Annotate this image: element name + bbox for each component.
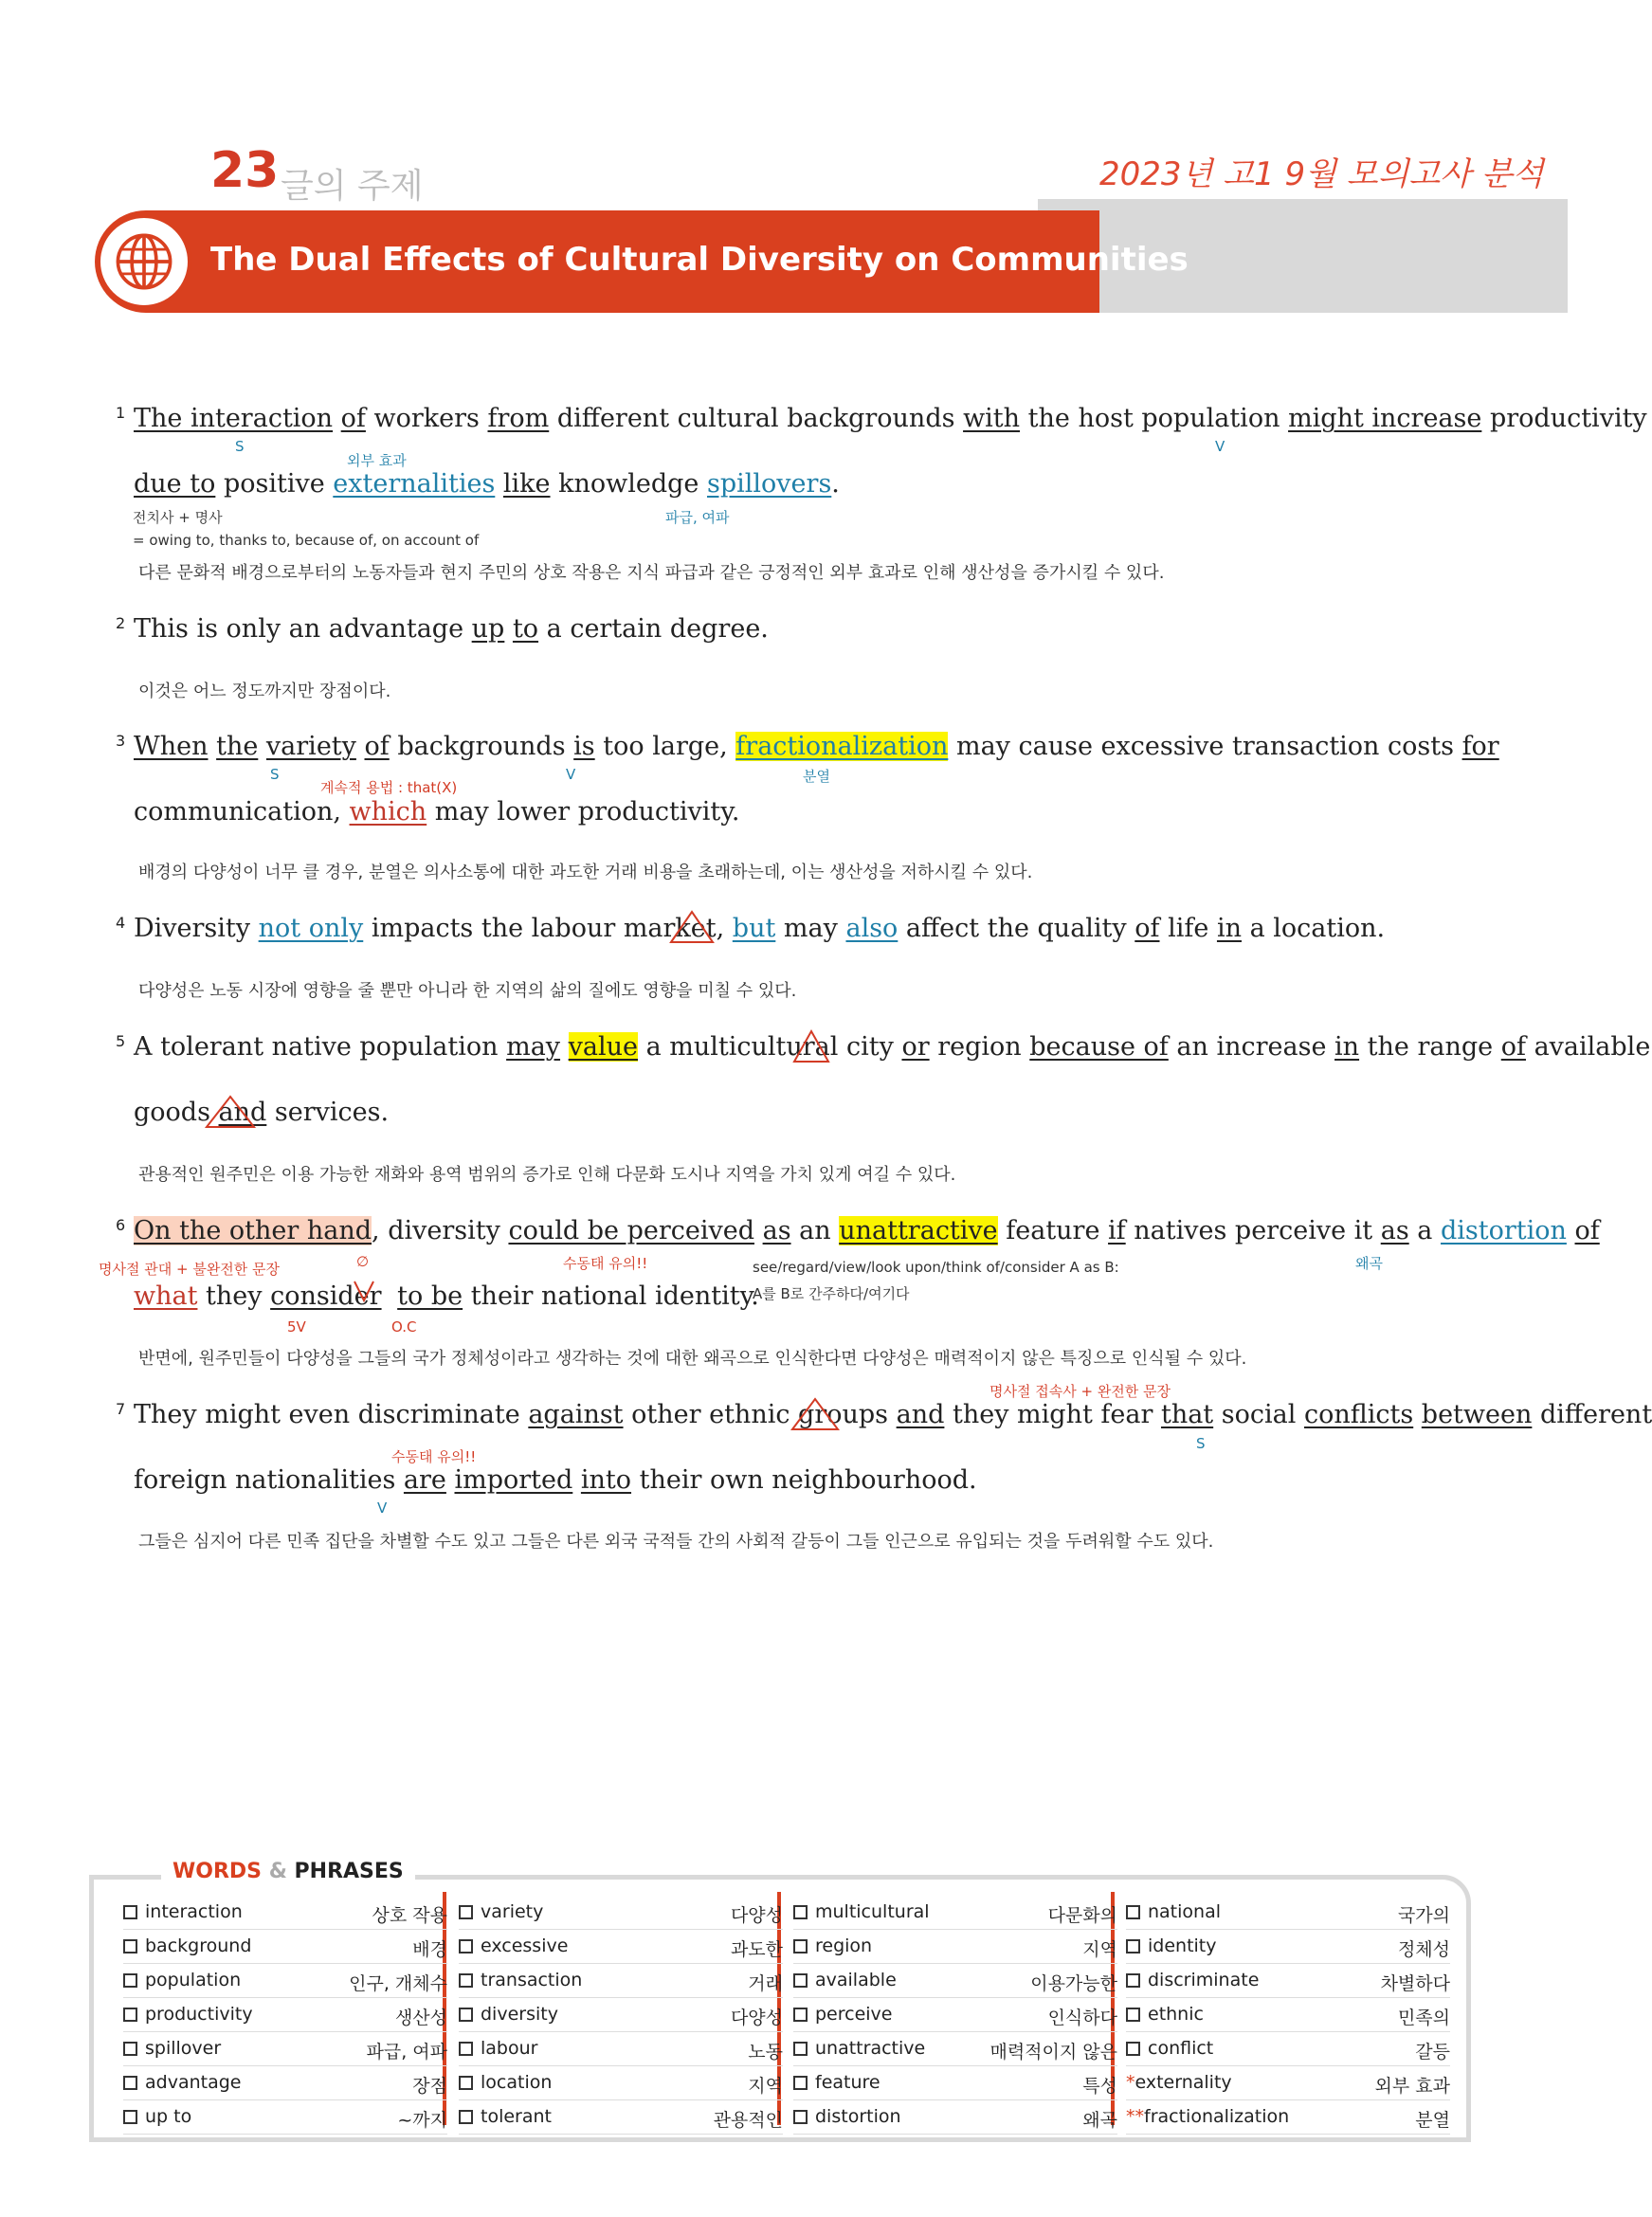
annotation-verb: V bbox=[377, 1499, 388, 1517]
word-english: transaction bbox=[459, 1970, 582, 1990]
word-item bbox=[793, 2032, 1117, 2066]
checkbox-icon[interactable] bbox=[459, 2008, 473, 2022]
sentence-2: 2 This is only an advantage up to a certain degree. bbox=[134, 613, 769, 645]
word-korean: 갈등 bbox=[1415, 2042, 1450, 2063]
word-korean: 관용적인 bbox=[713, 2110, 783, 2131]
word-english: excessive bbox=[459, 1935, 568, 1956]
sentence-number: 4 bbox=[116, 914, 126, 932]
annotation-subject: S bbox=[270, 766, 280, 783]
word-item bbox=[1126, 1998, 1450, 2032]
word-item bbox=[1126, 2100, 1450, 2135]
word-korean: 지역 bbox=[1082, 1939, 1117, 1960]
sentence-7-line-1: 7 They might even discriminate against other ethnic groups and they might fear that social conflicts between different bbox=[134, 1399, 1652, 1431]
word-item bbox=[123, 1930, 447, 1964]
checkbox-icon[interactable] bbox=[459, 1939, 473, 1954]
sentence-number: 5 bbox=[116, 1032, 126, 1050]
word-item bbox=[459, 2066, 783, 2100]
sentence-number: 7 bbox=[116, 1400, 126, 1418]
sentence-5-line-1: 5 A tolerant native population may value a multicultural city or region because of an increase in the range of available bbox=[134, 1031, 1650, 1063]
annotation-5v: 5V bbox=[287, 1318, 306, 1336]
word-korean: 특성 bbox=[1082, 2076, 1117, 2097]
word-english: multicultural bbox=[793, 1901, 930, 1922]
sentence-number: 2 bbox=[116, 614, 126, 632]
word-english: distortion bbox=[793, 2106, 901, 2127]
triangle-mark bbox=[669, 910, 715, 944]
sentence-number: 6 bbox=[116, 1216, 126, 1234]
sentence-1-translation: 다른 문화적 배경으로부터의 노동자들과 현지 주민의 상호 작용은 지식 파급과 같은 긍정적인 외부 효과로 인해 생산성을 증가시킬 수 있다. bbox=[138, 563, 1165, 583]
word-korean: ~까지 bbox=[397, 2110, 447, 2131]
word-korean: 배경 bbox=[412, 1939, 447, 1960]
word-item bbox=[793, 1998, 1117, 2032]
annotation-which: 계속적 용법 : that(X) bbox=[320, 779, 458, 796]
word-english: spillover bbox=[123, 2038, 221, 2059]
word-item bbox=[793, 2100, 1117, 2135]
checkbox-icon[interactable] bbox=[793, 1905, 808, 1919]
annotation-verb: V bbox=[566, 766, 576, 783]
word-column-1 bbox=[123, 1896, 447, 2135]
annotation-due-to: 전치사 + 명사 bbox=[133, 509, 223, 526]
annotation-verb: V bbox=[1215, 438, 1225, 455]
word-column-2 bbox=[459, 1896, 783, 2135]
word-korean: 민족의 bbox=[1397, 2008, 1450, 2028]
checkbox-icon[interactable] bbox=[123, 1939, 137, 1954]
word-english: feature bbox=[793, 2072, 880, 2093]
word-item bbox=[459, 2032, 783, 2066]
topic-label: 글의 주제 bbox=[281, 167, 424, 206]
word-english: **fractionalization bbox=[1126, 2106, 1290, 2127]
checkbox-icon[interactable] bbox=[793, 2076, 808, 2090]
word-item bbox=[1126, 1930, 1450, 1964]
word-english: *externality bbox=[1126, 2072, 1232, 2093]
annotation-see-as: see/regard/view/look upon/think of/consider A as B: bbox=[753, 1259, 1119, 1276]
word-korean: 지역 bbox=[748, 2076, 783, 2097]
checkbox-icon[interactable] bbox=[793, 2008, 808, 2022]
annotation-externalities: 외부 효과 bbox=[347, 452, 407, 469]
word-english: variety bbox=[459, 1901, 543, 1922]
word-english: available bbox=[793, 1970, 897, 1990]
insert-mark bbox=[353, 1280, 375, 1304]
word-item bbox=[123, 2032, 447, 2066]
sentence-5-line-2: goods and services. bbox=[134, 1098, 390, 1127]
word-item bbox=[459, 1964, 783, 1998]
word-english: region bbox=[793, 1935, 872, 1956]
word-english: unattractive bbox=[793, 2038, 925, 2059]
word-korean: 다문화의 bbox=[1047, 1905, 1117, 1926]
word-item bbox=[459, 1998, 783, 2032]
sentence-6-line-1: 6 On the other hand, diversity could be perceived as an unattractive feature if natives perceive it as a distortion of bbox=[134, 1215, 1600, 1247]
sentence-3-translation: 배경의 다양성이 너무 클 경우, 분열은 의사소통에 대한 과도한 거래 비용을 초래하는데, 이는 생산성을 저하시킬 수 있다. bbox=[138, 863, 1033, 882]
annotation-oc: O.C bbox=[391, 1318, 417, 1336]
annotation-distortion: 왜곡 bbox=[1355, 1255, 1383, 1272]
sentence-1-line-1: 1 The interaction of workers from different cultural backgrounds with the host population might increase productivity bbox=[134, 403, 1647, 435]
sentence-1-line-2: due to positive externalities like knowledge spillovers. bbox=[134, 469, 840, 499]
word-item bbox=[123, 1964, 447, 1998]
annotation-passive: 수동태 유의!! bbox=[563, 1255, 648, 1272]
word-english: interaction bbox=[123, 1901, 243, 1922]
word-english: ethnic bbox=[1126, 2004, 1204, 2025]
word-item bbox=[459, 2100, 783, 2135]
checkbox-icon[interactable] bbox=[123, 2110, 137, 2124]
checkbox-icon[interactable] bbox=[1126, 2008, 1140, 2022]
words-phrases-title: WORDS & PHRASES bbox=[161, 1860, 415, 1883]
word-item bbox=[1126, 1964, 1450, 1998]
checkbox-icon[interactable] bbox=[1126, 1973, 1140, 1988]
sentence-3-line-1: 3 When the variety of backgrounds is too large, fractionalization may cause excessive transaction costs for bbox=[134, 731, 1499, 763]
word-item bbox=[793, 1930, 1117, 1964]
exam-note: 2023년 고1 9월 모의고사 분석 bbox=[1099, 155, 1544, 193]
word-korean: 정체성 bbox=[1397, 1939, 1450, 1960]
annotation-passive: 수동태 유의!! bbox=[391, 1448, 477, 1465]
sentence-7-translation: 그들은 심지어 다른 민족 집단을 차별할 수도 있고 그들은 다른 외국 국적들 간의 사회적 갈등이 그들 인근으로 유입되는 것을 두려워할 수도 있다. bbox=[138, 1532, 1214, 1552]
word-column-3 bbox=[793, 1896, 1117, 2135]
word-korean: 장점 bbox=[412, 2076, 447, 2097]
sentence-5-translation: 관용적인 원주민은 이용 가능한 재화와 용역 범위의 증가로 인해 다문화 도시나 지역을 가치 있게 여길 수 있다. bbox=[138, 1165, 956, 1185]
word-korean: 상호 작용 bbox=[372, 1905, 447, 1926]
word-korean: 인구, 개체수 bbox=[349, 1973, 447, 1994]
word-english: perceive bbox=[793, 2004, 893, 2025]
checkbox-icon[interactable] bbox=[459, 2110, 473, 2124]
star-mark: * bbox=[1126, 2072, 1135, 2093]
word-column-4 bbox=[1126, 1896, 1450, 2135]
word-english: national bbox=[1126, 1901, 1221, 1922]
word-item bbox=[123, 2066, 447, 2100]
checkbox-icon[interactable] bbox=[123, 1905, 137, 1919]
checkbox-icon[interactable] bbox=[793, 1939, 808, 1954]
checkbox-icon[interactable] bbox=[793, 2042, 808, 2056]
word-item bbox=[459, 1930, 783, 1964]
globe-icon bbox=[97, 214, 191, 309]
word-korean: 이용가능한 bbox=[1030, 1973, 1117, 1994]
word-english: location bbox=[459, 2072, 552, 2093]
word-korean: 거래 bbox=[748, 1973, 783, 1994]
sentence-number: 3 bbox=[116, 732, 126, 750]
word-korean: 다양성 bbox=[730, 1905, 783, 1926]
annotation-that: 명사절 접속사 + 완전한 문장 bbox=[989, 1383, 1171, 1400]
word-item bbox=[1126, 2066, 1450, 2100]
topic-number: 23 bbox=[210, 142, 280, 199]
annotation-spillovers: 파급, 여파 bbox=[665, 509, 730, 526]
sentence-2-translation: 이것은 어느 정도까지만 장점이다. bbox=[138, 681, 391, 701]
checkbox-icon[interactable] bbox=[1126, 2042, 1140, 2056]
annotation-empty-set: ∅ bbox=[356, 1253, 370, 1270]
word-item bbox=[1126, 2032, 1450, 2066]
checkbox-icon[interactable] bbox=[459, 1905, 473, 1919]
word-korean: 노동 bbox=[748, 2042, 783, 2063]
checkbox-icon[interactable] bbox=[793, 2110, 808, 2124]
word-english: population bbox=[123, 1970, 241, 1990]
checkbox-icon[interactable] bbox=[459, 1973, 473, 1988]
checkbox-icon[interactable] bbox=[1126, 1939, 1140, 1954]
checkbox-icon[interactable] bbox=[123, 2042, 137, 2056]
word-korean: 매력적이지 않은 bbox=[989, 2042, 1117, 2063]
checkbox-icon[interactable] bbox=[459, 2076, 473, 2090]
sentence-6-line-2: what they consider to be their national identity. bbox=[134, 1281, 759, 1311]
word-item bbox=[1126, 1896, 1450, 1930]
sentence-4: 4 Diversity not only impacts the labour market, but may also affect the quality of life in a location. bbox=[134, 913, 1385, 945]
word-item bbox=[123, 1896, 447, 1930]
checkbox-icon[interactable] bbox=[1126, 1905, 1140, 1919]
word-item bbox=[123, 2100, 447, 2135]
page-title: The Dual Effects of Cultural Diversity on Communities bbox=[210, 241, 1189, 279]
annotation-subject: S bbox=[1196, 1435, 1206, 1452]
sentence-4-translation: 다양성은 노동 시장에 영향을 줄 뿐만 아니라 한 지역의 삶의 질에도 영향을 미칠 수 있다. bbox=[138, 981, 797, 1001]
annotation-fractionalization: 분열 bbox=[803, 768, 830, 785]
star-mark: ** bbox=[1126, 2106, 1144, 2127]
word-english: productivity bbox=[123, 2004, 253, 2025]
word-item bbox=[123, 1998, 447, 2032]
sentence-number: 1 bbox=[116, 404, 126, 422]
checkbox-icon[interactable] bbox=[459, 2042, 473, 2056]
word-korean: 왜곡 bbox=[1082, 2110, 1117, 2131]
word-english: advantage bbox=[123, 2072, 241, 2093]
checkbox-icon[interactable] bbox=[123, 1973, 137, 1988]
triangle-mark bbox=[205, 1095, 256, 1129]
word-english: diversity bbox=[459, 2004, 558, 2025]
word-korean: 인식하다 bbox=[1047, 2008, 1117, 2028]
word-english: tolerant bbox=[459, 2106, 552, 2127]
checkbox-icon[interactable] bbox=[793, 1973, 808, 1988]
triangle-mark bbox=[790, 1397, 840, 1431]
word-korean: 파급, 여파 bbox=[366, 2042, 447, 2063]
word-korean: 다양성 bbox=[730, 2008, 783, 2028]
sentence-7-line-2: foreign nationalities are imported into their own neighbourhood. bbox=[134, 1465, 977, 1495]
word-item bbox=[793, 1896, 1117, 1930]
word-item bbox=[793, 2066, 1117, 2100]
word-english: discriminate bbox=[1126, 1970, 1259, 1990]
annotation-what: 명사절 관대 + 불완전한 문장 bbox=[99, 1261, 281, 1278]
word-item bbox=[793, 1964, 1117, 1998]
word-english: background bbox=[123, 1935, 251, 1956]
word-korean: 외부 효과 bbox=[1374, 2076, 1450, 2097]
word-korean: 과도한 bbox=[730, 1939, 783, 1960]
annotation-synonyms: = owing to, thanks to, because of, on account of bbox=[133, 532, 480, 549]
sentence-6-translation: 반면에, 원주민들이 다양성을 그들의 국가 정체성이라고 생각하는 것에 대한 왜곡으로 인식한다면 다양성은 매력적이지 않은 특징으로 인식될 수 있다. bbox=[138, 1349, 1247, 1369]
word-english: labour bbox=[459, 2038, 537, 2059]
annotation-subject: S bbox=[235, 438, 245, 455]
word-korean: 국가의 bbox=[1397, 1905, 1450, 1926]
word-english: conflict bbox=[1126, 2038, 1213, 2059]
word-english: up to bbox=[123, 2106, 191, 2127]
checkbox-icon[interactable] bbox=[123, 2008, 137, 2022]
triangle-mark bbox=[792, 1029, 830, 1063]
word-korean: 생산성 bbox=[394, 2008, 447, 2028]
word-item bbox=[459, 1896, 783, 1930]
word-korean: 분열 bbox=[1415, 2110, 1450, 2131]
sentence-3-line-2: communication, which may lower productivity. bbox=[134, 797, 740, 827]
word-english: identity bbox=[1126, 1935, 1217, 1956]
annotation-see-as-meaning: A를 B로 간주하다/여기다 bbox=[753, 1285, 910, 1302]
word-korean: 차별하다 bbox=[1380, 1973, 1450, 1994]
checkbox-icon[interactable] bbox=[123, 2076, 137, 2090]
